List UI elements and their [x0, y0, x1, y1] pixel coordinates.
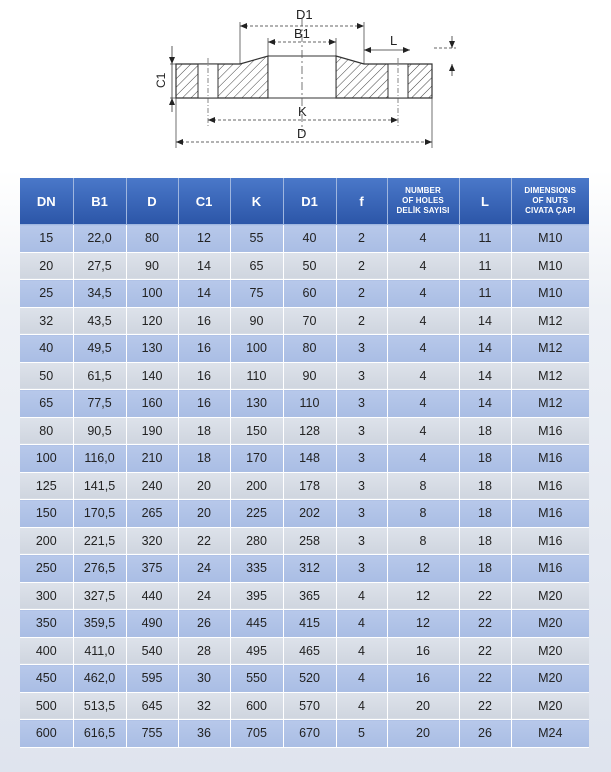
cell-l: 14 — [459, 362, 511, 390]
cell-k: 170 — [230, 445, 283, 473]
cell-nut-size: M20 — [511, 692, 589, 720]
cell-f: 3 — [336, 445, 387, 473]
cell-f: 3 — [336, 417, 387, 445]
cell-dn: 150 — [20, 500, 73, 528]
cell-b1: 462,0 — [73, 665, 126, 693]
cell-k: 705 — [230, 720, 283, 748]
cell-d: 100 — [126, 280, 178, 308]
cell-dn: 300 — [20, 582, 73, 610]
cell-l: 18 — [459, 417, 511, 445]
cell-l: 26 — [459, 720, 511, 748]
cell-number-of-holes: 4 — [387, 252, 459, 280]
cell-d1: 465 — [283, 637, 336, 665]
cell-d: 440 — [126, 582, 178, 610]
cell-number-of-holes: 4 — [387, 417, 459, 445]
cell-b1: 90,5 — [73, 417, 126, 445]
label-d: D — [297, 126, 307, 141]
cell-k: 395 — [230, 582, 283, 610]
cell-k: 90 — [230, 307, 283, 335]
label-k: K — [298, 104, 307, 119]
cell-l: 14 — [459, 390, 511, 418]
table-row — [20, 720, 589, 748]
table-row — [20, 472, 589, 500]
cell-k: 335 — [230, 555, 283, 583]
cell-nut-size: M16 — [511, 417, 589, 445]
cell-b1: 276,5 — [73, 555, 126, 583]
cell-f: 4 — [336, 665, 387, 693]
cell-dn: 100 — [20, 445, 73, 473]
cell-b1: 221,5 — [73, 527, 126, 555]
table-row — [20, 335, 589, 363]
cell-d: 320 — [126, 527, 178, 555]
cell-number-of-holes: 4 — [387, 280, 459, 308]
cell-f: 4 — [336, 637, 387, 665]
cell-k: 100 — [230, 335, 283, 363]
cell-l: 11 — [459, 252, 511, 280]
cell-b1: 513,5 — [73, 692, 126, 720]
cell-d1: 128 — [283, 417, 336, 445]
cell-number-of-holes: 12 — [387, 582, 459, 610]
cell-nut-size: M20 — [511, 665, 589, 693]
cell-number-of-holes: 4 — [387, 390, 459, 418]
cell-f: 4 — [336, 582, 387, 610]
cell-f: 3 — [336, 362, 387, 390]
table-row — [20, 637, 589, 665]
cell-nut-size: M24 — [511, 720, 589, 748]
cell-l: 14 — [459, 335, 511, 363]
cell-l: 11 — [459, 225, 511, 253]
table-row — [20, 500, 589, 528]
cell-k: 495 — [230, 637, 283, 665]
cell-f: 2 — [336, 307, 387, 335]
cell-number-of-holes: 4 — [387, 445, 459, 473]
cell-d: 265 — [126, 500, 178, 528]
cell-l: 22 — [459, 692, 511, 720]
cell-d1: 110 — [283, 390, 336, 418]
cell-d1: 60 — [283, 280, 336, 308]
cell-c1: 22 — [178, 527, 230, 555]
cell-b1: 359,5 — [73, 610, 126, 638]
cell-number-of-holes: 12 — [387, 555, 459, 583]
cell-b1: 327,5 — [73, 582, 126, 610]
table-row — [20, 307, 589, 335]
cell-l: 18 — [459, 472, 511, 500]
cell-number-of-holes: 4 — [387, 362, 459, 390]
cell-d: 140 — [126, 362, 178, 390]
header-number-of-holes: NUMBER OF HOLES DELİK SAYISI — [387, 178, 459, 225]
header-l: L — [459, 178, 511, 225]
cell-dn: 450 — [20, 665, 73, 693]
cell-c1: 16 — [178, 390, 230, 418]
cell-nut-size: M16 — [511, 500, 589, 528]
cell-l: 22 — [459, 610, 511, 638]
flange-left-section — [176, 56, 268, 98]
table-row — [20, 527, 589, 555]
cell-l: 18 — [459, 500, 511, 528]
table-body — [20, 225, 589, 748]
cell-d: 595 — [126, 665, 178, 693]
cell-d: 160 — [126, 390, 178, 418]
cell-l: 22 — [459, 665, 511, 693]
cell-b1: 43,5 — [73, 307, 126, 335]
cell-d: 490 — [126, 610, 178, 638]
cell-d: 130 — [126, 335, 178, 363]
table-row — [20, 225, 589, 253]
cell-k: 445 — [230, 610, 283, 638]
cell-dn: 25 — [20, 280, 73, 308]
cell-d: 80 — [126, 225, 178, 253]
cell-number-of-holes: 16 — [387, 665, 459, 693]
cell-c1: 14 — [178, 252, 230, 280]
cell-b1: 61,5 — [73, 362, 126, 390]
cell-number-of-holes: 20 — [387, 692, 459, 720]
cell-c1: 24 — [178, 555, 230, 583]
cell-number-of-holes: 4 — [387, 225, 459, 253]
cell-l: 22 — [459, 637, 511, 665]
cell-d1: 40 — [283, 225, 336, 253]
label-c1: C1 — [154, 72, 168, 88]
cell-k: 55 — [230, 225, 283, 253]
cell-number-of-holes: 12 — [387, 610, 459, 638]
cell-d: 540 — [126, 637, 178, 665]
cell-f: 4 — [336, 610, 387, 638]
cell-b1: 27,5 — [73, 252, 126, 280]
cell-l: 14 — [459, 307, 511, 335]
label-b1: B1 — [294, 26, 310, 41]
cell-dn: 600 — [20, 720, 73, 748]
table-row — [20, 417, 589, 445]
cell-c1: 12 — [178, 225, 230, 253]
cell-dn: 32 — [20, 307, 73, 335]
cell-c1: 20 — [178, 500, 230, 528]
cell-nut-size: M10 — [511, 252, 589, 280]
table-row — [20, 610, 589, 638]
cell-k: 550 — [230, 665, 283, 693]
cell-l: 11 — [459, 280, 511, 308]
cell-c1: 18 — [178, 417, 230, 445]
cell-nut-size: M12 — [511, 307, 589, 335]
cell-c1: 16 — [178, 307, 230, 335]
cell-c1: 36 — [178, 720, 230, 748]
cell-c1: 14 — [178, 280, 230, 308]
header-dn: DN — [20, 178, 73, 225]
cell-nut-size: M12 — [511, 390, 589, 418]
cell-d1: 50 — [283, 252, 336, 280]
cell-f: 3 — [336, 555, 387, 583]
cell-k: 280 — [230, 527, 283, 555]
table-row — [20, 445, 589, 473]
cell-dn: 50 — [20, 362, 73, 390]
table-row — [20, 280, 589, 308]
header-d: D — [126, 178, 178, 225]
cell-dn: 250 — [20, 555, 73, 583]
cell-nut-size: M20 — [511, 637, 589, 665]
cell-nut-size: M12 — [511, 362, 589, 390]
cell-b1: 141,5 — [73, 472, 126, 500]
cell-d: 90 — [126, 252, 178, 280]
cell-number-of-holes: 4 — [387, 307, 459, 335]
cell-dn: 15 — [20, 225, 73, 253]
cell-dn: 500 — [20, 692, 73, 720]
cell-b1: 22,0 — [73, 225, 126, 253]
cell-dn: 80 — [20, 417, 73, 445]
cell-f: 3 — [336, 500, 387, 528]
cell-dn: 200 — [20, 527, 73, 555]
cell-f: 2 — [336, 225, 387, 253]
cell-k: 150 — [230, 417, 283, 445]
cell-c1: 24 — [178, 582, 230, 610]
cell-nut-size: M12 — [511, 335, 589, 363]
cell-l: 18 — [459, 555, 511, 583]
table-row — [20, 390, 589, 418]
cell-d1: 90 — [283, 362, 336, 390]
cell-c1: 20 — [178, 472, 230, 500]
cell-d1: 365 — [283, 582, 336, 610]
cell-nut-size: M20 — [511, 610, 589, 638]
cell-d1: 80 — [283, 335, 336, 363]
cell-d: 210 — [126, 445, 178, 473]
cell-c1: 32 — [178, 692, 230, 720]
cell-c1: 16 — [178, 362, 230, 390]
label-l: L — [390, 33, 398, 48]
cell-k: 130 — [230, 390, 283, 418]
header-c1: C1 — [178, 178, 230, 225]
cell-b1: 77,5 — [73, 390, 126, 418]
cell-d1: 415 — [283, 610, 336, 638]
flange-diagram — [0, 0, 611, 160]
dimension-l — [364, 33, 410, 53]
table-row — [20, 555, 589, 583]
cell-nut-size: M16 — [511, 472, 589, 500]
header-f: f — [336, 178, 387, 225]
table-row — [20, 665, 589, 693]
cell-number-of-holes: 4 — [387, 335, 459, 363]
cell-d1: 178 — [283, 472, 336, 500]
cell-d: 120 — [126, 307, 178, 335]
cell-nut-size: M16 — [511, 445, 589, 473]
cell-b1: 34,5 — [73, 280, 126, 308]
cell-d: 240 — [126, 472, 178, 500]
cell-d: 190 — [126, 417, 178, 445]
cell-nut-size: M10 — [511, 280, 589, 308]
cell-dn: 350 — [20, 610, 73, 638]
table-row — [20, 252, 589, 280]
cell-f: 3 — [336, 527, 387, 555]
cell-f: 2 — [336, 252, 387, 280]
cell-c1: 28 — [178, 637, 230, 665]
cell-c1: 16 — [178, 335, 230, 363]
cell-d1: 258 — [283, 527, 336, 555]
cell-number-of-holes: 8 — [387, 472, 459, 500]
cell-d: 375 — [126, 555, 178, 583]
cell-dn: 40 — [20, 335, 73, 363]
table-row — [20, 692, 589, 720]
cell-b1: 49,5 — [73, 335, 126, 363]
cell-d: 755 — [126, 720, 178, 748]
cell-number-of-holes: 8 — [387, 527, 459, 555]
cell-k: 225 — [230, 500, 283, 528]
cell-f: 2 — [336, 280, 387, 308]
cell-k: 110 — [230, 362, 283, 390]
cell-number-of-holes: 16 — [387, 637, 459, 665]
header-b1: B1 — [73, 178, 126, 225]
cell-dn: 125 — [20, 472, 73, 500]
cell-c1: 18 — [178, 445, 230, 473]
flange-right-section — [336, 56, 432, 98]
table-header-row — [20, 178, 589, 225]
dimension-c1 — [154, 46, 176, 112]
cell-dn: 20 — [20, 252, 73, 280]
cell-f: 3 — [336, 390, 387, 418]
cell-b1: 170,5 — [73, 500, 126, 528]
cell-l: 22 — [459, 582, 511, 610]
cell-k: 75 — [230, 280, 283, 308]
dimension-k — [208, 104, 398, 123]
header-k: K — [230, 178, 283, 225]
cell-b1: 411,0 — [73, 637, 126, 665]
label-d1: D1 — [296, 7, 313, 22]
cell-b1: 616,5 — [73, 720, 126, 748]
cell-nut-size: M16 — [511, 555, 589, 583]
cell-c1: 26 — [178, 610, 230, 638]
cell-f: 5 — [336, 720, 387, 748]
cell-d1: 570 — [283, 692, 336, 720]
cell-d1: 148 — [283, 445, 336, 473]
cell-f: 3 — [336, 335, 387, 363]
cell-nut-size: M16 — [511, 527, 589, 555]
flange-dimensions-table — [20, 178, 589, 748]
cell-nut-size: M20 — [511, 582, 589, 610]
cell-d1: 312 — [283, 555, 336, 583]
cell-number-of-holes: 20 — [387, 720, 459, 748]
cell-d: 645 — [126, 692, 178, 720]
cell-number-of-holes: 8 — [387, 500, 459, 528]
cell-l: 18 — [459, 445, 511, 473]
header-dimensions-of-nuts: DIMENSIONS OF NUTS CIVATA ÇAPI — [511, 178, 589, 225]
cell-k: 200 — [230, 472, 283, 500]
cell-f: 3 — [336, 472, 387, 500]
header-d1: D1 — [283, 178, 336, 225]
cell-d1: 202 — [283, 500, 336, 528]
cell-f: 4 — [336, 692, 387, 720]
cell-d1: 70 — [283, 307, 336, 335]
table-row — [20, 362, 589, 390]
cell-b1: 116,0 — [73, 445, 126, 473]
dimension-tick-right — [434, 36, 456, 76]
cell-d1: 520 — [283, 665, 336, 693]
table-row — [20, 582, 589, 610]
cell-k: 65 — [230, 252, 283, 280]
cell-nut-size: M10 — [511, 225, 589, 253]
cell-l: 18 — [459, 527, 511, 555]
cell-dn: 400 — [20, 637, 73, 665]
cell-k: 600 — [230, 692, 283, 720]
cell-c1: 30 — [178, 665, 230, 693]
cell-dn: 65 — [20, 390, 73, 418]
cell-d1: 670 — [283, 720, 336, 748]
